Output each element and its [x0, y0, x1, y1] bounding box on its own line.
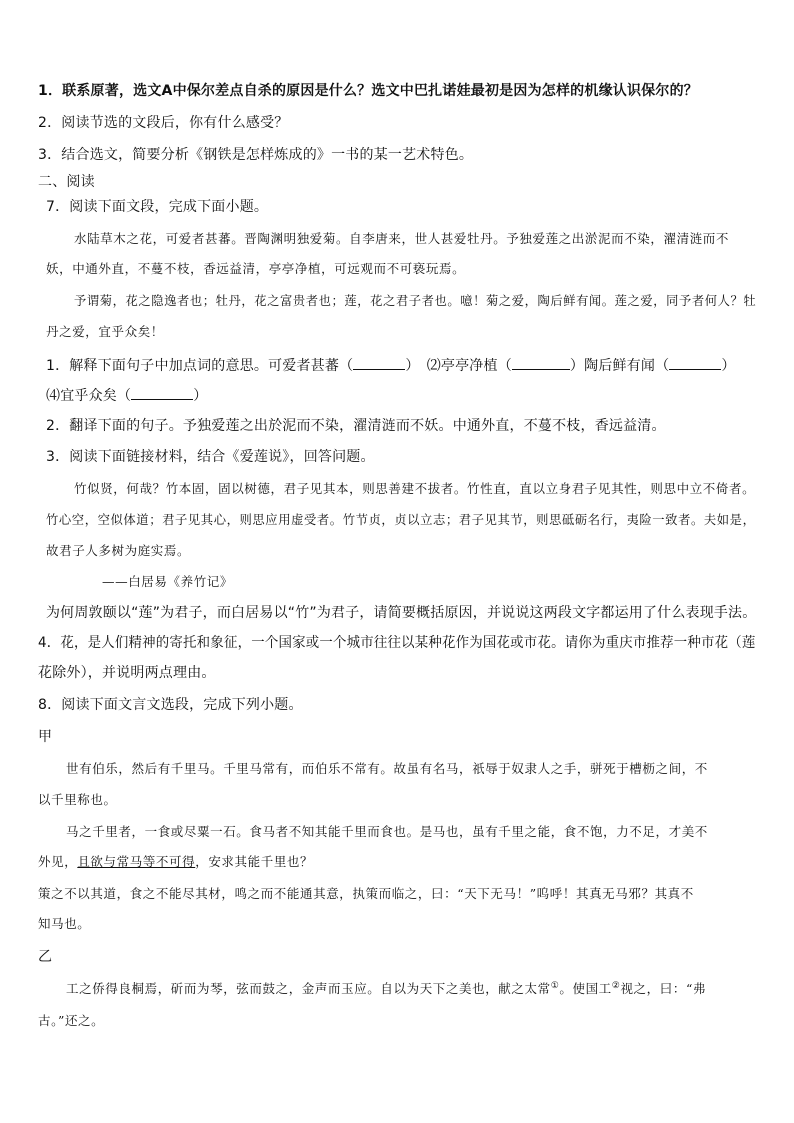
subquestion-text: ） [721, 358, 736, 374]
bamboo-passage-line: 竹心空，空似体道；君子见其心，则思应用虚受者。竹节贞，贞以立志；君子见其节，则思砥砺名行，夷险一致者。夫如是， [46, 512, 756, 527]
answer-blank[interactable] [512, 355, 570, 370]
subquestion-1 [46, 355, 736, 375]
subquestion-text: 1．解释下面句子中加点词的意思。可爱者甚蕃（ [46, 358, 354, 374]
yi-passage-line [66, 980, 706, 998]
ailian-passage-line: 予谓菊，花之隐逸者也；牡丹，花之富贵者也；莲，花之君子者也。噫！菊之爱，陶后鲜有闻。莲之爱，同予者何人？牡 [74, 293, 757, 308]
question-1: 1．联系原著，选文A中保尔差点自杀的原因是什么？选文中巴扎诺娃最初是因为怎样的机缘认识保尔的？ [38, 83, 698, 99]
jia-passage-line: 马之千里者，一食或尽粟一石。食马者不知其能千里而食也。是马也，虽有千里之能，食不饱，力不足，才美不 [66, 824, 708, 839]
footnote-marker: ② [611, 980, 621, 991]
subquestion-4: 4．花，是人们精神的寄托和象征，一个国家或一个城市往往以某种花作为国花或市花。请你为重庆市推荐一种市花（莲 [38, 635, 756, 651]
passage-label-yi: 乙 [38, 949, 53, 965]
subquestion-2: 2．翻译下面的句子。予独爱莲之出於泥而不染，濯清涟而不妖。中通外直，不蔓不枝，香远益清。 [46, 418, 666, 434]
ailian-passage-line: 丹之爱，宜乎众矣！ [46, 324, 164, 339]
answer-blank[interactable] [353, 355, 405, 370]
question-8-title: 8．阅读下面文言文选段，完成下列小题。 [38, 697, 303, 713]
bamboo-source: ——白居易《养竹记》 [102, 574, 234, 589]
footnote-marker: ① [550, 980, 560, 991]
section-heading: 二、阅读 [38, 174, 95, 190]
subquestion-text: ） ⑵亭亭净植（ [405, 358, 512, 374]
jia-passage-line: 知马也。 [38, 916, 91, 931]
bamboo-passage-line: 故君子人多树为庭实焉。 [46, 543, 191, 558]
jia-text: ，安求其能千里也？ [195, 854, 314, 869]
subquestion-text: ） [193, 388, 208, 404]
underlined-sentence: 且欲与常马等不可得 [77, 854, 196, 869]
yi-text: 视之，曰：“弗 [620, 981, 707, 996]
jia-passage-line [38, 853, 313, 871]
jia-passage-line: 世有伯乐，然后有千里马。千里马常有，而伯乐不常有。故虽有名马，祇辱于奴隶人之手，骈死于槽枥之间，不 [66, 761, 708, 776]
jia-passage-line: 策之不以其道，食之不能尽其材，鸣之而不能通其意，执策而临之，曰：“天下无马！”呜呼！其真无马邪？其真不 [38, 886, 694, 901]
subquestion-3: 3．阅读下面链接材料，结合《爱莲说》，回答问题。 [46, 449, 375, 465]
jia-text: 外见， [38, 854, 78, 869]
subquestion-1-cont [46, 385, 207, 405]
answer-blank[interactable] [131, 385, 193, 400]
subquestion-3-question: 为何周敦颐以“莲”为君子，而白居易以“竹”为君子，请简要概括原因，并说说这两段文字都运用了什么表现手法。 [46, 605, 757, 621]
question-7-title: 7．阅读下面文段，完成下面小题。 [46, 199, 269, 215]
passage-label-jia: 甲 [38, 729, 53, 745]
answer-blank[interactable] [669, 355, 721, 370]
yi-passage-line: 古。”还之。 [38, 1013, 105, 1028]
yi-text: 工之侨得良桐焉，斫而为琴，弦而鼓之，金声而玉应。自以为天下之美也，献之太常 [66, 981, 551, 996]
jia-passage-line: 以千里称也。 [38, 792, 117, 807]
ailian-passage-line: 水陆草木之花，可爱者甚蕃。晋陶渊明独爱菊。自李唐来，世人甚爱牡丹。予独爱莲之出淤泥而不染，濯清涟而不 [74, 231, 730, 246]
yi-text: 。使国工 [559, 981, 612, 996]
subquestion-text: ）陶后鲜有闻（ [569, 358, 670, 374]
question-3: 3．结合选文，简要分析《钢铁是怎样炼成的》一书的某一艺术特色。 [38, 147, 474, 163]
subquestion-text: ⑷宜乎众矣（ [46, 388, 132, 404]
subquestion-4-cont: 花除外），并说明两点理由。 [38, 665, 216, 681]
ailian-passage-line: 妖，中通外直，不蔓不枝，香远益清，亭亭净植，可远观而不可亵玩焉。 [46, 261, 466, 276]
question-2: 2．阅读节选的文段后，你有什么感受？ [38, 115, 289, 131]
bamboo-passage-line: 竹似贤，何哉？竹本固，固以树德，君子见其本，则思善建不拔者。竹性直，直以立身君子见其性，则思中立不倚者。 [74, 481, 756, 496]
